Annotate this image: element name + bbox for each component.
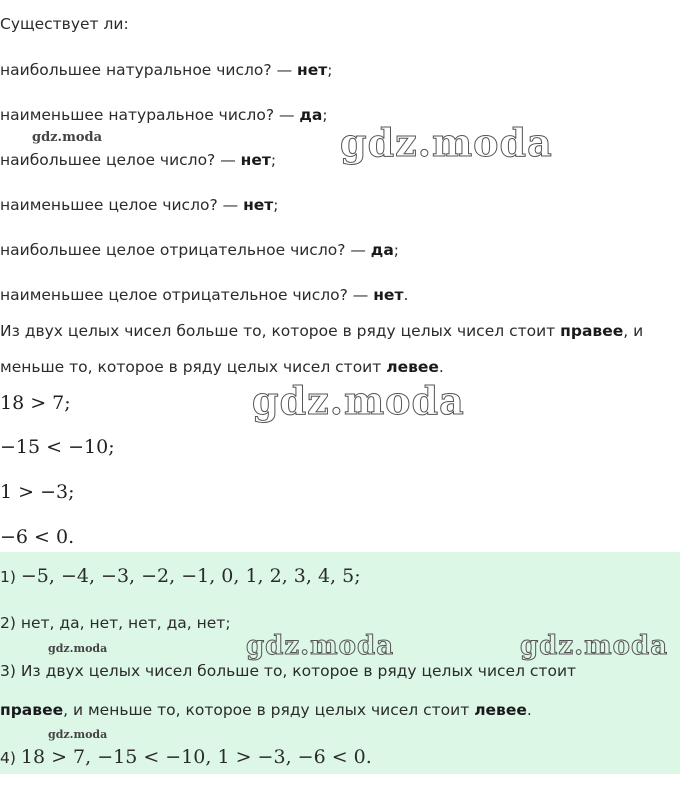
- question-2: наименьшее натуральное число? — да;: [0, 106, 328, 124]
- question-4: наименьшее целое число? — нет;: [0, 196, 279, 214]
- answer-3-line-2: правее, и меньше то, которое в ряду целых чисел стоит левее.: [0, 701, 532, 719]
- watermark-logo: gdz.moda: [252, 378, 465, 423]
- rule-line-2: меньше то, которое в ряду целых чисел стоит левее.: [0, 358, 444, 376]
- watermark-logo: gdz.moda: [48, 642, 108, 655]
- watermark-logo: gdz.moda: [520, 631, 669, 661]
- question-3: наибольшее целое число? — нет;: [0, 151, 277, 169]
- question-1: наибольшее натуральное число? — нет;: [0, 61, 333, 79]
- watermark-logo: gdz.moda: [246, 631, 395, 661]
- question-6: наименьшее целое отрицательное число? — нет.: [0, 286, 409, 304]
- comparison-2: −15 < −10;: [0, 436, 115, 458]
- watermark-logo: gdz.moda: [340, 120, 553, 165]
- answer-1: 1) −5, −4, −3, −2, −1, 0, 1, 2, 3, 4, 5;: [0, 565, 361, 587]
- intro-text: Существует ли:: [0, 15, 129, 33]
- answer-no: нет: [243, 196, 274, 214]
- answer-yes: да: [299, 106, 323, 124]
- watermark-logo: gdz.moda: [48, 728, 108, 741]
- comparison-4: −6 < 0.: [0, 526, 75, 548]
- answer-yes: да: [370, 241, 394, 259]
- comparison-3: 1 > −3;: [0, 481, 75, 503]
- answer-3-line-1: 3) Из двух целых чисел больше то, которое в ряду целых чисел стоит: [0, 662, 577, 680]
- comparison-1: 18 > 7;: [0, 392, 71, 414]
- answer-no: нет: [240, 151, 271, 169]
- watermark-logo: gdz.moda: [32, 130, 103, 145]
- rule-line-1: Из двух целых чисел больше то, которое в ряду целых чисел стоит правее, и: [0, 322, 644, 340]
- answer-no: нет: [373, 286, 404, 304]
- question-5: наибольшее целое отрицательное число? — да;: [0, 241, 400, 259]
- answer-2: 2) нет, да, нет, нет, да, нет;: [0, 614, 231, 632]
- answer-4: 4) 18 > 7, −15 < −10, 1 > −3, −6 < 0.: [0, 746, 372, 768]
- answer-no: нет: [297, 61, 328, 79]
